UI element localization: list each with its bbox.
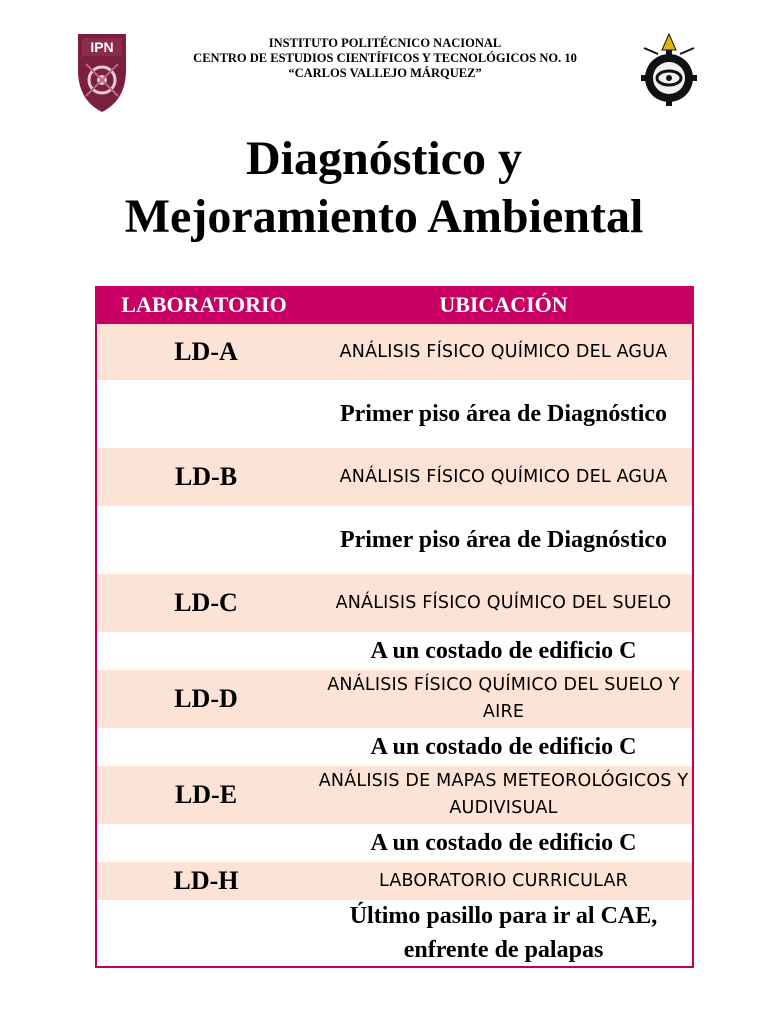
lab-location: Primer piso área de Diagnóstico [339, 527, 668, 553]
table-row [97, 380, 692, 448]
lab-location: A un costado de edificio C [370, 734, 637, 760]
cecyt-logo [638, 30, 700, 108]
table-row [97, 728, 692, 766]
table-row [97, 448, 692, 506]
table-row [97, 824, 692, 862]
lab-code: LD-A [174, 337, 238, 366]
lab-location: A un costado de edificio C [370, 830, 637, 856]
lab-description: ANÁLISIS FÍSICO QUÍMICO DEL AGUA [339, 466, 668, 487]
document-header [0, 30, 768, 120]
lab-description: ANÁLISIS FÍSICO QUÍMICO DEL AGUA [339, 341, 668, 362]
page-title [0, 130, 768, 246]
lab-code: LD-B [174, 462, 238, 491]
table-row [97, 324, 692, 380]
table-row [97, 670, 692, 728]
table-row [97, 900, 692, 966]
column-header-laboratorio: LABORATORIO [121, 292, 287, 317]
lab-location: A un costado de edificio C [370, 638, 637, 664]
table-row [97, 632, 692, 670]
laboratories-table [95, 286, 694, 968]
column-header-ubicacion: UBICACIÓN [439, 292, 568, 317]
lab-description: ANÁLISIS FÍSICO QUÍMICO DEL SUELO Y AIRE [327, 675, 680, 722]
lab-code: LD-H [173, 866, 239, 895]
lab-description: ANÁLISIS FÍSICO QUÍMICO DEL SUELO [335, 592, 672, 613]
ipn-logo [72, 30, 132, 114]
title-line-1: Diagnóstico y [246, 132, 522, 185]
lab-description: ANÁLISIS DE MAPAS METEOROLÓGICOS Y AUDIVISUAL [318, 771, 689, 818]
title-line-2: Mejoramiento Ambiental [124, 190, 644, 243]
table-row [97, 574, 692, 632]
institution-header [150, 36, 620, 81]
lab-location: Primer piso área de Diagnóstico [339, 401, 668, 427]
center-name: CENTRO DE ESTUDIOS CIENTÍFICOS Y TECNOLÓGICOS NO. 10 [193, 51, 577, 65]
table-header [95, 286, 694, 324]
lab-description: LABORATORIO CURRICULAR [379, 870, 628, 891]
table-row [97, 862, 692, 900]
lab-code: LD-E [174, 780, 238, 809]
lab-code: LD-C [174, 588, 238, 617]
table-row [97, 506, 692, 574]
institution-name: INSTITUTO POLITÉCNICO NACIONAL [268, 36, 502, 50]
lab-location: Último pasillo para ir al CAE, enfrente de palapas [349, 903, 658, 963]
table-row [97, 766, 692, 824]
lab-code: LD-D [174, 684, 238, 713]
center-subtitle: “CARLOS VALLEJO MÁRQUEZ” [288, 66, 482, 80]
svg-text:IPN: IPN [90, 39, 114, 55]
